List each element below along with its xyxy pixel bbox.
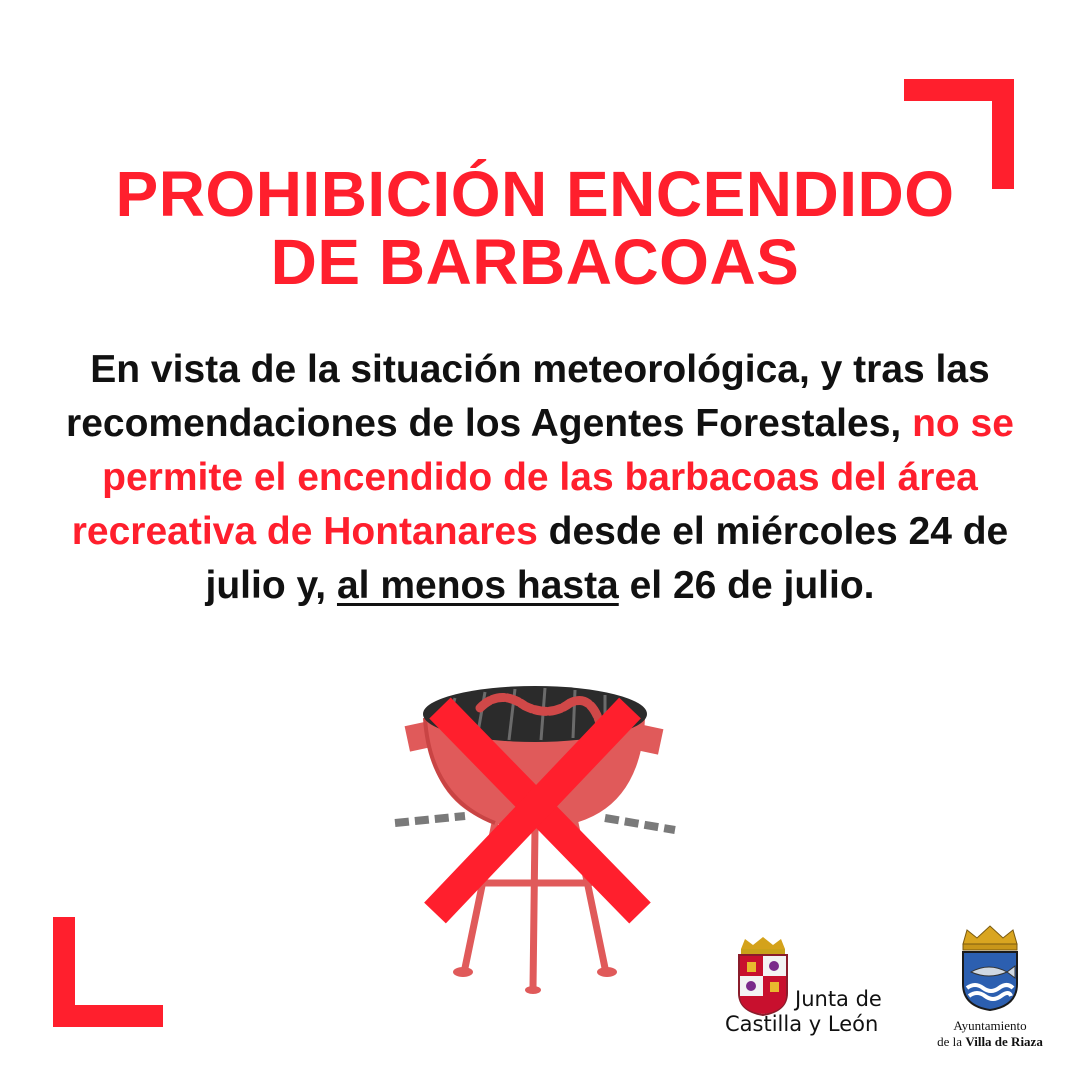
notice-text-1: En vista de la situación meteorológica, y tras las recomendaciones de los Agentes Forestales,: [66, 348, 990, 445]
riaza-line-2: [915, 1034, 1065, 1050]
junta-castilla-leon-logo: [725, 935, 905, 1045]
riaza-line-2-prefix: de la: [937, 1034, 966, 1049]
notice-text-3: desde el miércoles 24 de julio y,: [205, 510, 1009, 607]
riaza-line-2-name: Villa de Riaza: [965, 1034, 1043, 1049]
riaza-coat-of-arms-icon: [955, 922, 1025, 1012]
junta-line-2: Castilla y León: [725, 1012, 879, 1036]
corner-bracket-bottom-left: [53, 917, 163, 1027]
junta-line-1: Junta de: [795, 987, 882, 1011]
riaza-logo-text: [915, 1018, 1065, 1050]
barbecue-grill-crossed-icon: [385, 678, 685, 998]
page-title: [60, 160, 1010, 296]
notice-text-5: el 26 de julio.: [618, 564, 875, 607]
notice-body: [60, 343, 1020, 613]
junta-logo-text: [725, 987, 905, 1037]
riaza-line-1: Ayuntamiento: [953, 1018, 1027, 1033]
title-line-2: DE BARBACOAS: [270, 226, 800, 298]
title-line-1: PROHIBICIÓN ENCENDIDO: [115, 158, 955, 230]
notice-text-underlined: al menos hasta: [336, 564, 619, 607]
riaza-logo: [915, 922, 1065, 1057]
notice-text-highlight: no se permite el encendido de las barbacoas del área recreativa de Hontanares: [71, 402, 1014, 553]
